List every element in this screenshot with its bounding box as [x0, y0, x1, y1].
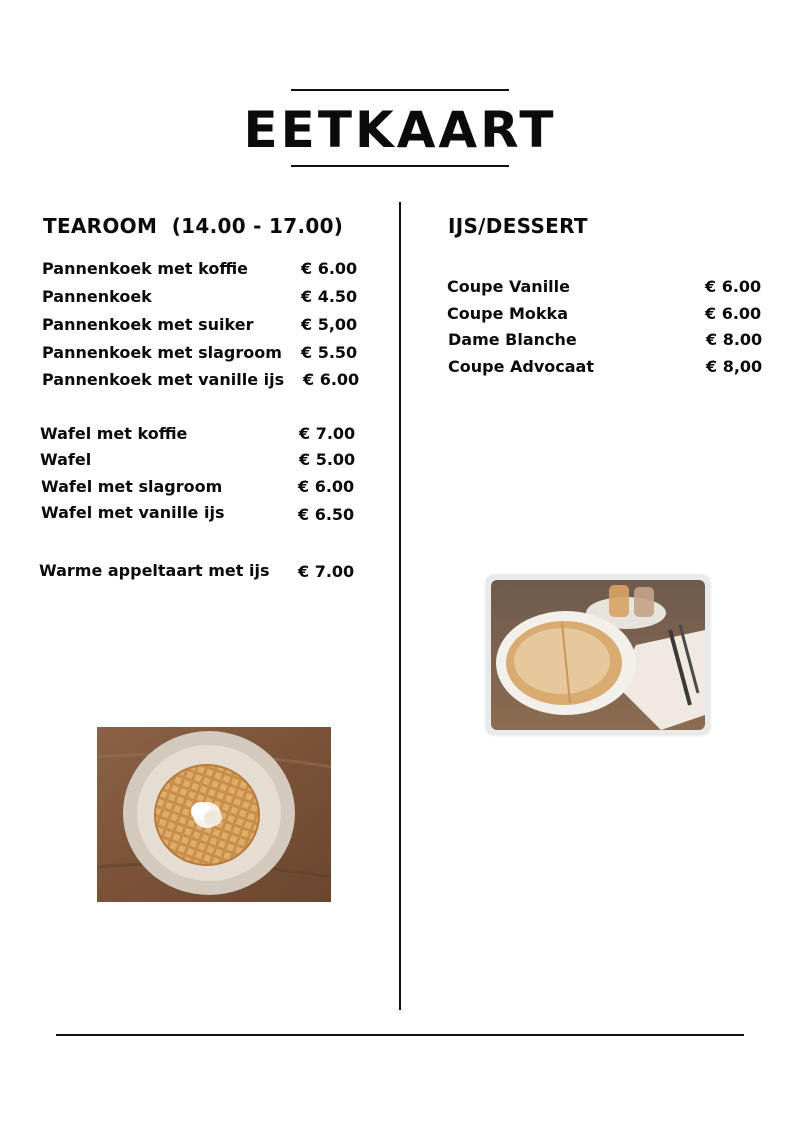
menu-item-price: € 8.00: [706, 330, 763, 349]
menu-item-price: € 5,00: [301, 315, 358, 334]
menu-item-price: € 5.50: [301, 343, 358, 362]
menu-item-price: € 7.00: [299, 424, 356, 443]
menu-item-price: € 6.00: [705, 304, 762, 323]
menu-item-name: Wafel met vanille ijs: [41, 503, 225, 522]
menu-item-name: Pannenkoek met vanille ijs: [42, 370, 285, 389]
title-rule-bottom: [291, 165, 509, 167]
menu-item-price: € 8,00: [706, 357, 763, 376]
menu-item-name: Coupe Advocaat: [448, 357, 594, 376]
menu-item-price: € 6.00: [298, 477, 355, 496]
menu-item-name: Warme appeltaart met ijs: [39, 561, 270, 580]
menu-item-name: Pannenkoek met koffie: [42, 259, 249, 278]
menu-item-name: Dame Blanche: [448, 330, 577, 349]
tearoom-heading: TEAROOM (14.00 - 17.00): [43, 214, 344, 238]
menu-item-name: Coupe Mokka: [447, 304, 568, 323]
menu-item-price: € 5.00: [299, 450, 356, 469]
dessert-heading: IJS/DESSERT: [448, 214, 588, 238]
bottom-rule: [56, 1034, 744, 1036]
menu-item-name: Wafel: [40, 450, 92, 469]
title-rule-top: [291, 89, 509, 91]
menu-item-name: Pannenkoek met suiker: [42, 315, 254, 334]
menu-item-name: Pannenkoek met slagroom: [42, 343, 282, 362]
pancake-photo: [486, 575, 710, 735]
column-divider: [399, 202, 401, 1010]
menu-item-name: Wafel met slagroom: [41, 477, 223, 496]
menu-item-price: € 6.00: [301, 259, 358, 278]
page-title: EETKAART: [243, 101, 557, 159]
waffle-photo: [97, 727, 331, 902]
menu-item-price: € 4.50: [301, 287, 358, 306]
menu-item-name: Pannenkoek: [42, 287, 152, 306]
menu-item-price: € 6.50: [298, 505, 355, 524]
menu-item-price: € 6.00: [303, 370, 360, 389]
menu-item-price: € 7.00: [298, 562, 355, 581]
menu-item-name: Coupe Vanille: [447, 277, 570, 296]
menu-item-name: Wafel met koffie: [40, 424, 188, 443]
menu-item-price: € 6.00: [705, 277, 762, 296]
